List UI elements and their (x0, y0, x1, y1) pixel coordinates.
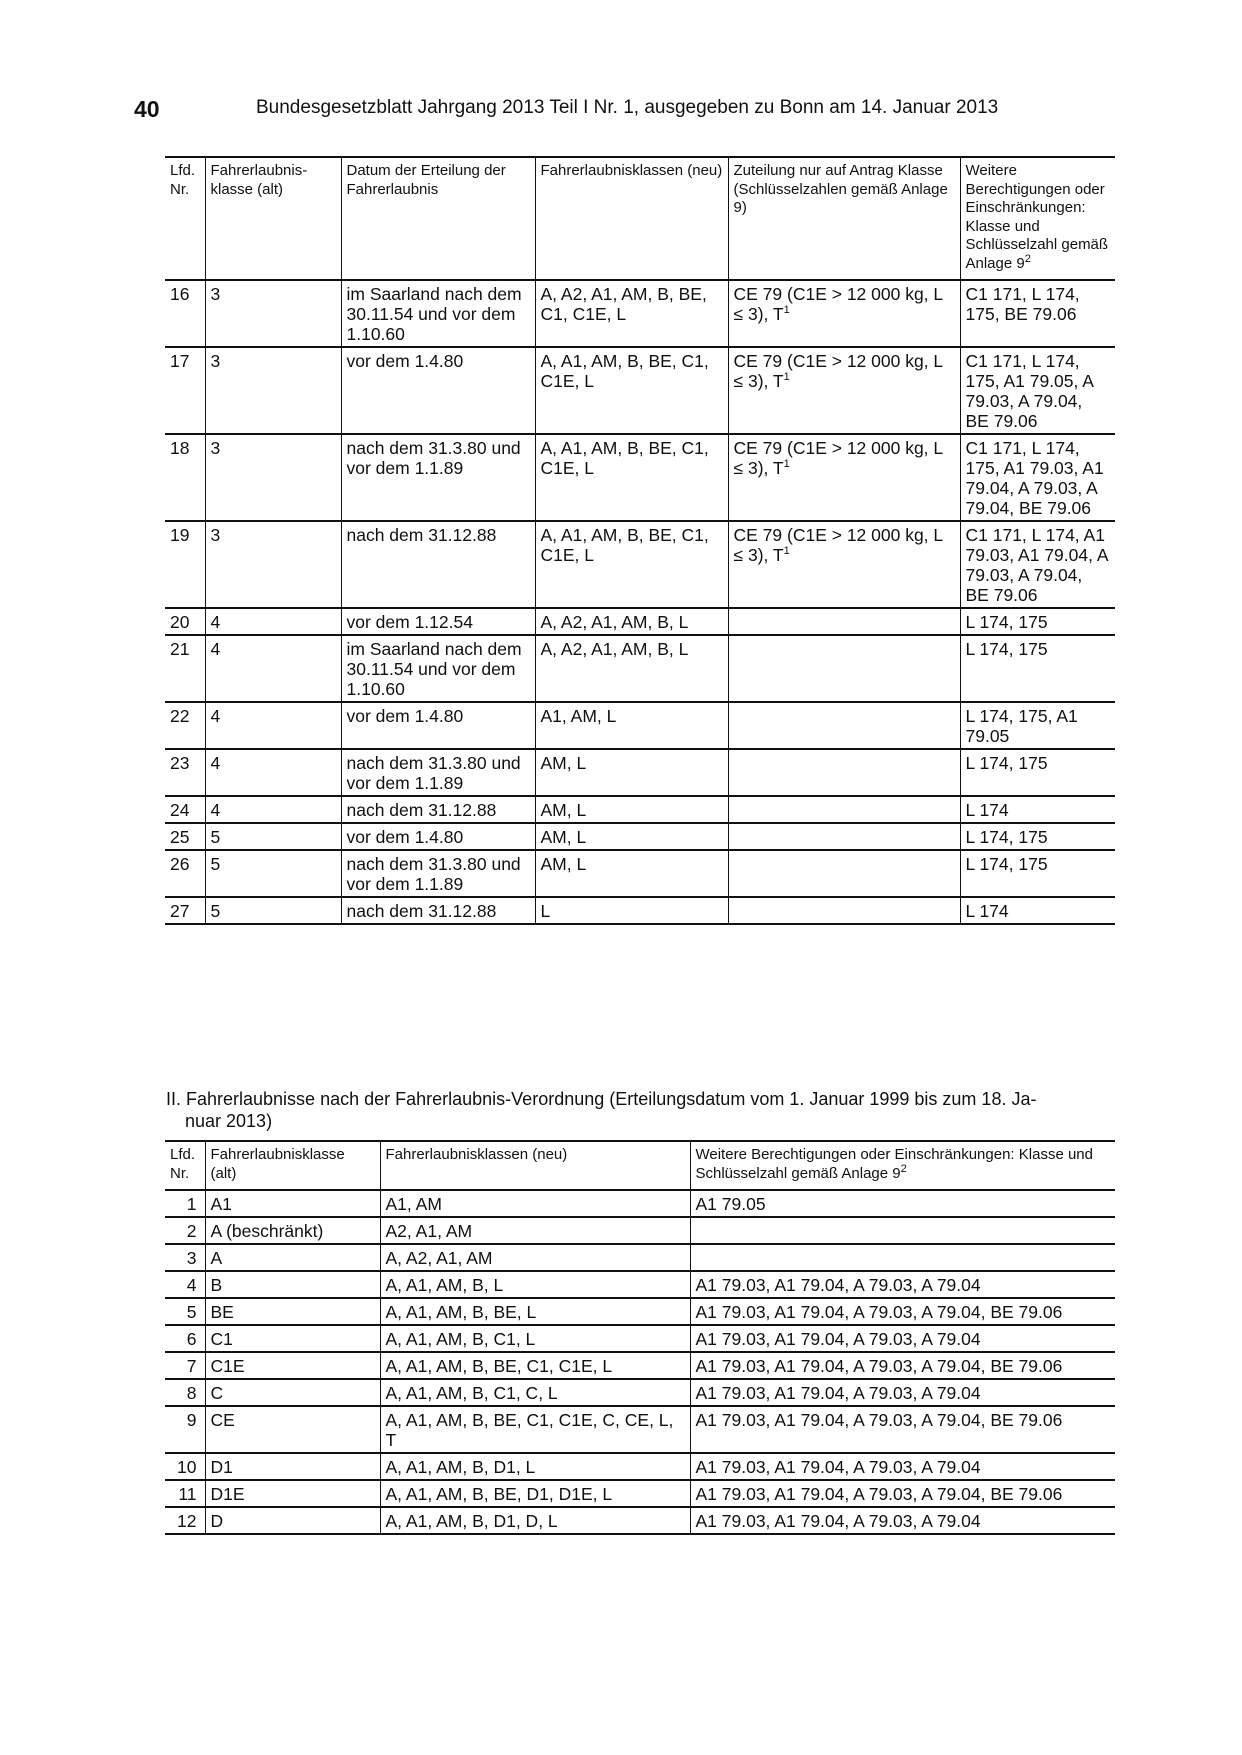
cell-klassen-neu-text: A, A1, AM, B, L (385, 1275, 504, 1295)
cell-zuteilung (728, 823, 960, 850)
cell-nr (165, 1190, 205, 1217)
cell-klasse-alt-text: 4 (210, 800, 221, 820)
cell-klasse-alt-text: 5 (210, 827, 221, 847)
cell-klasse-alt-text: 3 (210, 351, 221, 371)
cell-klassen-neu (535, 796, 728, 823)
cell-klassen-neu (535, 280, 728, 347)
table-row (165, 702, 1115, 749)
cell-weitere-text: C1 171, L 174, 175, A1 79.05, A 79.03, A 79.04, BE 79.06 (965, 351, 1093, 431)
footnote-mark: 1 (783, 371, 790, 384)
cell-klasse-alt-text: D (210, 1511, 224, 1531)
cell-klassen-neu-text: A, A1, AM, B, BE, C1, C1E, L (540, 351, 709, 391)
table-row (165, 1352, 1115, 1379)
cell-klassen-neu-text: A, A1, AM, B, BE, C1, C1E, L (540, 525, 709, 565)
cell-nr (165, 1217, 205, 1244)
cell-klasse-alt-text: C (210, 1383, 224, 1403)
cell-klassen-neu (380, 1298, 690, 1325)
cell-klasse-alt (205, 1507, 380, 1534)
table-row (165, 823, 1115, 850)
cell-datum-text: vor dem 1.4.80 (346, 706, 464, 726)
cell-klasse-alt-text: B (210, 1275, 223, 1295)
header-klassen-neu: Fahrerlaubnisklassen (neu) (380, 1141, 690, 1190)
cell-klassen-neu (380, 1379, 690, 1406)
cell-klasse-alt (205, 1271, 380, 1298)
cell-klasse-alt (205, 1190, 380, 1217)
section-heading-ii (166, 1088, 1111, 1132)
cell-klassen-neu-text: A, A1, AM, B, BE, D1, D1E, L (385, 1484, 613, 1504)
cell-nr (165, 796, 205, 823)
footnote-mark: 1 (783, 545, 790, 558)
cell-weitere-text: A1 79.03, A1 79.04, A 79.03, A 79.04 (695, 1275, 981, 1295)
cell-datum (341, 347, 535, 434)
table-row (165, 635, 1115, 702)
header-klasse-alt: Fahrerlaubnisklasse (alt) (205, 1141, 380, 1190)
footnote-mark: 1 (783, 458, 790, 471)
footnote-mark: 2 (1024, 252, 1031, 265)
cell-nr (165, 1507, 205, 1534)
cell-klasse-alt (205, 796, 341, 823)
cell-klasse-alt (205, 1244, 380, 1271)
cell-nr-text: 25 (170, 827, 190, 847)
cell-klasse-alt-text: 3 (210, 525, 221, 545)
cell-klassen-neu (535, 347, 728, 434)
table-row (165, 1453, 1115, 1480)
table-body (165, 1190, 1115, 1534)
cell-nr (165, 850, 205, 897)
cell-datum-text: nach dem 31.3.80 und vor dem 1.1.89 (346, 753, 521, 793)
cell-nr (165, 1298, 205, 1325)
cell-klassen-neu-text: A, A1, AM, B, C1, L (385, 1329, 536, 1349)
cell-weitere (960, 850, 1115, 897)
header-weitere (960, 157, 1115, 280)
cell-klasse-alt-text: BE (210, 1302, 234, 1322)
table-row (165, 521, 1115, 608)
cell-klasse-alt-text: A (210, 1248, 223, 1268)
cell-datum (341, 608, 535, 635)
cell-klassen-neu (380, 1453, 690, 1480)
cell-nr (165, 1271, 205, 1298)
cell-klassen-neu-text: A, A1, AM, B, BE, L (385, 1302, 537, 1322)
cell-nr-text: 21 (170, 639, 190, 659)
cell-nr (165, 749, 205, 796)
cell-klassen-neu-text: A, A2, A1, AM, B, L (540, 639, 689, 659)
cell-nr-text: 8 (186, 1383, 197, 1403)
footnote-mark: 2 (900, 1162, 907, 1175)
cell-nr-text: 12 (177, 1511, 197, 1531)
cell-datum (341, 280, 535, 347)
table-header-row (165, 157, 1115, 280)
cell-nr (165, 823, 205, 850)
cell-weitere (690, 1190, 1115, 1217)
cell-klasse-alt (205, 635, 341, 702)
cell-weitere-text: A1 79.03, A1 79.04, A 79.03, A 79.04, BE 79.06 (695, 1356, 1063, 1376)
cell-datum-text: im Saarland nach dem 30.11.54 und vor dem 1.10.60 (346, 284, 522, 344)
cell-klasse-alt-text: 3 (210, 438, 221, 458)
cell-nr-text: 22 (170, 706, 190, 726)
cell-klassen-neu-text: AM, L (540, 827, 587, 847)
cell-nr-text: 20 (170, 612, 190, 632)
cell-nr-text: 5 (186, 1302, 197, 1322)
cell-klassen-neu (535, 702, 728, 749)
cell-datum (341, 434, 535, 521)
cell-zuteilung (728, 897, 960, 924)
cell-datum-text: vor dem 1.4.80 (346, 827, 464, 847)
cell-nr (165, 1406, 205, 1453)
cell-klassen-neu (380, 1406, 690, 1453)
cell-zuteilung (728, 635, 960, 702)
cell-zuteilung-text: CE 79 (C1E > 12 000 kg, L ≤ 3), T (733, 438, 943, 478)
cell-klassen-neu (380, 1352, 690, 1379)
cell-weitere-text: A1 79.03, A1 79.04, A 79.03, A 79.04 (695, 1329, 981, 1349)
cell-klasse-alt-text: 4 (210, 753, 221, 773)
cell-klasse-alt-text: D1E (210, 1484, 245, 1504)
cell-nr (165, 1379, 205, 1406)
cell-klassen-neu-text: A1, AM, L (540, 706, 617, 726)
cell-klassen-neu (535, 434, 728, 521)
header-weitere-text: Weitere Berechtigungen oder Einschränkungen: Klasse und Schlüsselzahl gemäß Anlage 9 (695, 1146, 1093, 1182)
cell-weitere (960, 608, 1115, 635)
cell-zuteilung (728, 749, 960, 796)
table-row (165, 850, 1115, 897)
cell-zuteilung-text: CE 79 (C1E > 12 000 kg, L ≤ 3), T (733, 351, 943, 391)
cell-klassen-neu-text: A, A1, AM, B, BE, C1, C1E, L (540, 438, 709, 478)
cell-weitere (960, 434, 1115, 521)
cell-nr-text: 6 (186, 1329, 197, 1349)
cell-klassen-neu (380, 1190, 690, 1217)
table-row (165, 1507, 1115, 1534)
cell-nr-text: 17 (170, 351, 190, 371)
cell-zuteilung-text: CE 79 (C1E > 12 000 kg, L ≤ 3), T (733, 284, 943, 324)
header-datum: Datum der Erteilung der Fahrerlaubnis (341, 157, 535, 280)
cell-weitere (960, 635, 1115, 702)
cell-zuteilung (728, 280, 960, 347)
cell-klasse-alt (205, 823, 341, 850)
table-row (165, 1271, 1115, 1298)
table-row (165, 1325, 1115, 1352)
cell-nr-text: 10 (177, 1457, 197, 1477)
cell-nr-text: 19 (170, 525, 190, 545)
table-row (165, 1406, 1115, 1453)
table-row (165, 1190, 1115, 1217)
cell-nr (165, 521, 205, 608)
cell-weitere-text: C1 171, L 174, 175, A1 79.03, A1 79.04, A 79.03, A 79.04, BE 79.06 (965, 438, 1104, 518)
cell-datum-text: nach dem 31.12.88 (346, 901, 497, 921)
cell-zuteilung (728, 347, 960, 434)
cell-weitere (960, 796, 1115, 823)
cell-klassen-neu-text: AM, L (540, 753, 587, 773)
header-klassen-neu: Fahrerlaubnisklassen (neu) (535, 157, 728, 280)
cell-klasse-alt (205, 702, 341, 749)
cell-weitere (690, 1480, 1115, 1507)
table-row (165, 796, 1115, 823)
cell-weitere-text: C1 171, L 174, 175, BE 79.06 (965, 284, 1080, 324)
cell-datum (341, 796, 535, 823)
cell-klasse-alt (205, 749, 341, 796)
cell-zuteilung (728, 434, 960, 521)
cell-klasse-alt-text: 4 (210, 639, 221, 659)
table-fahrerlaubnis-alt (165, 156, 1115, 925)
cell-datum (341, 850, 535, 897)
table-row (165, 749, 1115, 796)
cell-weitere (690, 1298, 1115, 1325)
cell-klasse-alt (205, 1325, 380, 1352)
cell-datum-text: vor dem 1.12.54 (346, 612, 473, 632)
header-zuteilung: Zuteilung nur auf Antrag Klasse (Schlüsselzahlen gemäß Anlage 9) (728, 157, 960, 280)
cell-klassen-neu-text: A, A1, AM, B, D1, L (385, 1457, 536, 1477)
cell-klasse-alt (205, 608, 341, 635)
cell-nr-text: 24 (170, 800, 190, 820)
cell-klasse-alt-text: 4 (210, 612, 221, 632)
cell-klassen-neu-text: A, A1, AM, B, BE, C1, C1E, C, CE, L, T (385, 1410, 674, 1450)
cell-nr-text: 16 (170, 284, 190, 304)
cell-klasse-alt-text: 5 (210, 854, 221, 874)
cell-zuteilung-text: CE 79 (C1E > 12 000 kg, L ≤ 3), T (733, 525, 943, 565)
cell-weitere-text: A1 79.03, A1 79.04, A 79.03, A 79.04, BE 79.06 (695, 1302, 1063, 1322)
cell-klassen-neu (380, 1244, 690, 1271)
cell-klasse-alt (205, 897, 341, 924)
cell-klassen-neu (535, 897, 728, 924)
cell-klassen-neu-text: A, A1, AM, B, D1, D, L (385, 1511, 558, 1531)
cell-nr (165, 434, 205, 521)
page-header (134, 96, 1114, 132)
cell-klassen-neu-text: AM, L (540, 854, 587, 874)
cell-nr-text: 3 (186, 1248, 197, 1268)
cell-weitere-text: L 174, 175 (965, 854, 1048, 874)
cell-datum (341, 749, 535, 796)
cell-datum (341, 635, 535, 702)
cell-weitere (690, 1406, 1115, 1453)
section-heading-line-1: II. Fahrerlaubnisse nach der Fahrerlaubnis-Verordnung (Erteilungsdatum vom 1. Januar 1999 bis zum 18. Ja- (166, 1089, 1037, 1109)
cell-klassen-neu-text: A, A1, AM, B, BE, C1, C1E, L (385, 1356, 613, 1376)
cell-weitere (960, 347, 1115, 434)
cell-klassen-neu (380, 1480, 690, 1507)
cell-nr-text: 23 (170, 753, 190, 773)
header-nr: Lfd. Nr. (165, 1141, 205, 1190)
cell-datum-text: im Saarland nach dem 30.11.54 und vor dem 1.10.60 (346, 639, 522, 699)
cell-klassen-neu-text: A, A1, AM, B, C1, C, L (385, 1383, 558, 1403)
cell-weitere (960, 702, 1115, 749)
cell-weitere-text: A1 79.05 (695, 1194, 766, 1214)
cell-weitere (690, 1271, 1115, 1298)
header-weitere (690, 1141, 1115, 1190)
cell-klassen-neu (535, 749, 728, 796)
cell-zuteilung (728, 702, 960, 749)
cell-weitere (690, 1453, 1115, 1480)
table-row (165, 1298, 1115, 1325)
cell-nr (165, 702, 205, 749)
cell-weitere-text: C1 171, L 174, A1 79.03, A1 79.04, A 79.03, A 79.04, BE 79.06 (965, 525, 1108, 605)
table-row (165, 897, 1115, 924)
cell-zuteilung (728, 608, 960, 635)
cell-datum-text: nach dem 31.12.88 (346, 800, 497, 820)
cell-nr-text: 7 (186, 1356, 197, 1376)
cell-nr-text: 2 (186, 1221, 197, 1241)
footnote-mark: 1 (783, 304, 790, 317)
table-fahrerlaubnis-fev (165, 1140, 1115, 1535)
cell-klasse-alt-text: A (beschränkt) (210, 1221, 324, 1241)
cell-nr-text: 18 (170, 438, 190, 458)
cell-klassen-neu (380, 1325, 690, 1352)
cell-weitere (960, 280, 1115, 347)
cell-klasse-alt (205, 1406, 380, 1453)
cell-weitere-text: L 174, 175, A1 79.05 (965, 706, 1078, 746)
table-row (165, 347, 1115, 434)
cell-nr-text: 9 (186, 1410, 197, 1430)
cell-klasse-alt (205, 850, 341, 897)
table-row (165, 1217, 1115, 1244)
cell-datum-text: nach dem 31.12.88 (346, 525, 497, 545)
cell-klasse-alt-text: D1 (210, 1457, 233, 1477)
cell-datum-text: nach dem 31.3.80 und vor dem 1.1.89 (346, 438, 521, 478)
cell-klasse-alt (205, 1480, 380, 1507)
cell-klasse-alt (205, 1298, 380, 1325)
cell-weitere-text: A1 79.03, A1 79.04, A 79.03, A 79.04 (695, 1457, 981, 1477)
cell-weitere-text: L 174 (965, 800, 1009, 820)
cell-weitere-text: L 174, 175 (965, 612, 1048, 632)
cell-klasse-alt-text: CE (210, 1410, 235, 1430)
cell-klassen-neu (535, 635, 728, 702)
cell-klasse-alt (205, 280, 341, 347)
table-row (165, 608, 1115, 635)
cell-weitere-text: L 174, 175 (965, 639, 1048, 659)
cell-klasse-alt (205, 1217, 380, 1244)
cell-weitere-text: A1 79.03, A1 79.04, A 79.03, A 79.04, BE 79.06 (695, 1410, 1063, 1430)
cell-klassen-neu-text: AM, L (540, 800, 587, 820)
cell-datum (341, 702, 535, 749)
table-row (165, 434, 1115, 521)
cell-weitere (690, 1507, 1115, 1534)
cell-klasse-alt (205, 521, 341, 608)
cell-weitere-text: L 174, 175 (965, 827, 1048, 847)
cell-nr (165, 608, 205, 635)
cell-weitere (690, 1217, 1115, 1244)
cell-klassen-neu-text: A2, A1, AM (385, 1221, 473, 1241)
cell-weitere (690, 1244, 1115, 1271)
header-nr: Lfd. Nr. (165, 157, 205, 280)
cell-weitere (960, 823, 1115, 850)
cell-klasse-alt-text: 4 (210, 706, 221, 726)
cell-weitere (690, 1352, 1115, 1379)
cell-nr (165, 897, 205, 924)
cell-klasse-alt-text: 5 (210, 901, 221, 921)
cell-weitere (690, 1325, 1115, 1352)
cell-weitere (960, 521, 1115, 608)
cell-nr-text: 4 (186, 1275, 197, 1295)
table-row (165, 1379, 1115, 1406)
cell-klasse-alt (205, 1453, 380, 1480)
cell-weitere-text: A1 79.03, A1 79.04, A 79.03, A 79.04, BE 79.06 (695, 1484, 1063, 1504)
cell-datum-text: nach dem 31.3.80 und vor dem 1.1.89 (346, 854, 521, 894)
cell-nr (165, 280, 205, 347)
cell-klasse-alt-text: C1E (210, 1356, 245, 1376)
page-number: 40 (134, 96, 160, 122)
cell-klassen-neu (535, 608, 728, 635)
cell-klassen-neu (535, 521, 728, 608)
cell-weitere (960, 749, 1115, 796)
cell-klassen-neu (535, 850, 728, 897)
cell-klasse-alt-text: 3 (210, 284, 221, 304)
header-klasse-alt: Fahrerlaubnis- klasse (alt) (205, 157, 341, 280)
cell-klassen-neu-text: A1, AM (385, 1194, 442, 1214)
table-row (165, 1244, 1115, 1271)
cell-nr (165, 1352, 205, 1379)
cell-klasse-alt (205, 434, 341, 521)
cell-datum (341, 823, 535, 850)
cell-klasse-alt (205, 1379, 380, 1406)
cell-klassen-neu (380, 1217, 690, 1244)
cell-klasse-alt-text: C1 (210, 1329, 233, 1349)
cell-nr-text: 26 (170, 854, 190, 874)
cell-weitere (690, 1379, 1115, 1406)
cell-zuteilung (728, 521, 960, 608)
cell-nr (165, 635, 205, 702)
table-row (165, 280, 1115, 347)
cell-weitere-text: A1 79.03, A1 79.04, A 79.03, A 79.04 (695, 1511, 981, 1531)
cell-nr (165, 1244, 205, 1271)
header-weitere-text: Weitere Berechtigungen oder Einschränkungen: Klasse und Schlüsselzahl gemäß Anlage 9 (965, 162, 1109, 272)
cell-klasse-alt (205, 1352, 380, 1379)
table-row (165, 1480, 1115, 1507)
cell-datum (341, 897, 535, 924)
cell-klasse-alt (205, 347, 341, 434)
cell-nr-text: 1 (186, 1194, 197, 1214)
table-header-row (165, 1141, 1115, 1190)
cell-nr-text: 27 (170, 901, 190, 921)
table-body (165, 280, 1115, 924)
cell-nr-text: 11 (178, 1484, 197, 1504)
cell-klassen-neu-text: A, A2, A1, AM, B, BE, C1, C1E, L (540, 284, 707, 324)
cell-weitere-text: L 174 (965, 901, 1009, 921)
cell-klasse-alt-text: A1 (210, 1194, 232, 1214)
cell-weitere (960, 897, 1115, 924)
cell-klassen-neu (380, 1271, 690, 1298)
cell-zuteilung (728, 850, 960, 897)
cell-nr (165, 347, 205, 434)
cell-datum (341, 521, 535, 608)
cell-klassen-neu-text: L (540, 901, 551, 921)
cell-nr (165, 1480, 205, 1507)
running-title: Bundesgesetzblatt Jahrgang 2013 Teil I Nr. 1, ausgegeben zu Bonn am 14. Januar 2013 (256, 97, 999, 118)
cell-klassen-neu (380, 1507, 690, 1534)
cell-klassen-neu-text: A, A2, A1, AM (385, 1248, 493, 1268)
cell-weitere-text: L 174, 175 (965, 753, 1048, 773)
cell-weitere-text: A1 79.03, A1 79.04, A 79.03, A 79.04 (695, 1383, 981, 1403)
cell-klassen-neu-text: A, A2, A1, AM, B, L (540, 612, 689, 632)
section-heading-line-2: nuar 2013) (185, 1111, 273, 1131)
cell-nr (165, 1453, 205, 1480)
cell-nr (165, 1325, 205, 1352)
cell-klassen-neu (535, 823, 728, 850)
cell-zuteilung (728, 796, 960, 823)
cell-datum-text: vor dem 1.4.80 (346, 351, 464, 371)
